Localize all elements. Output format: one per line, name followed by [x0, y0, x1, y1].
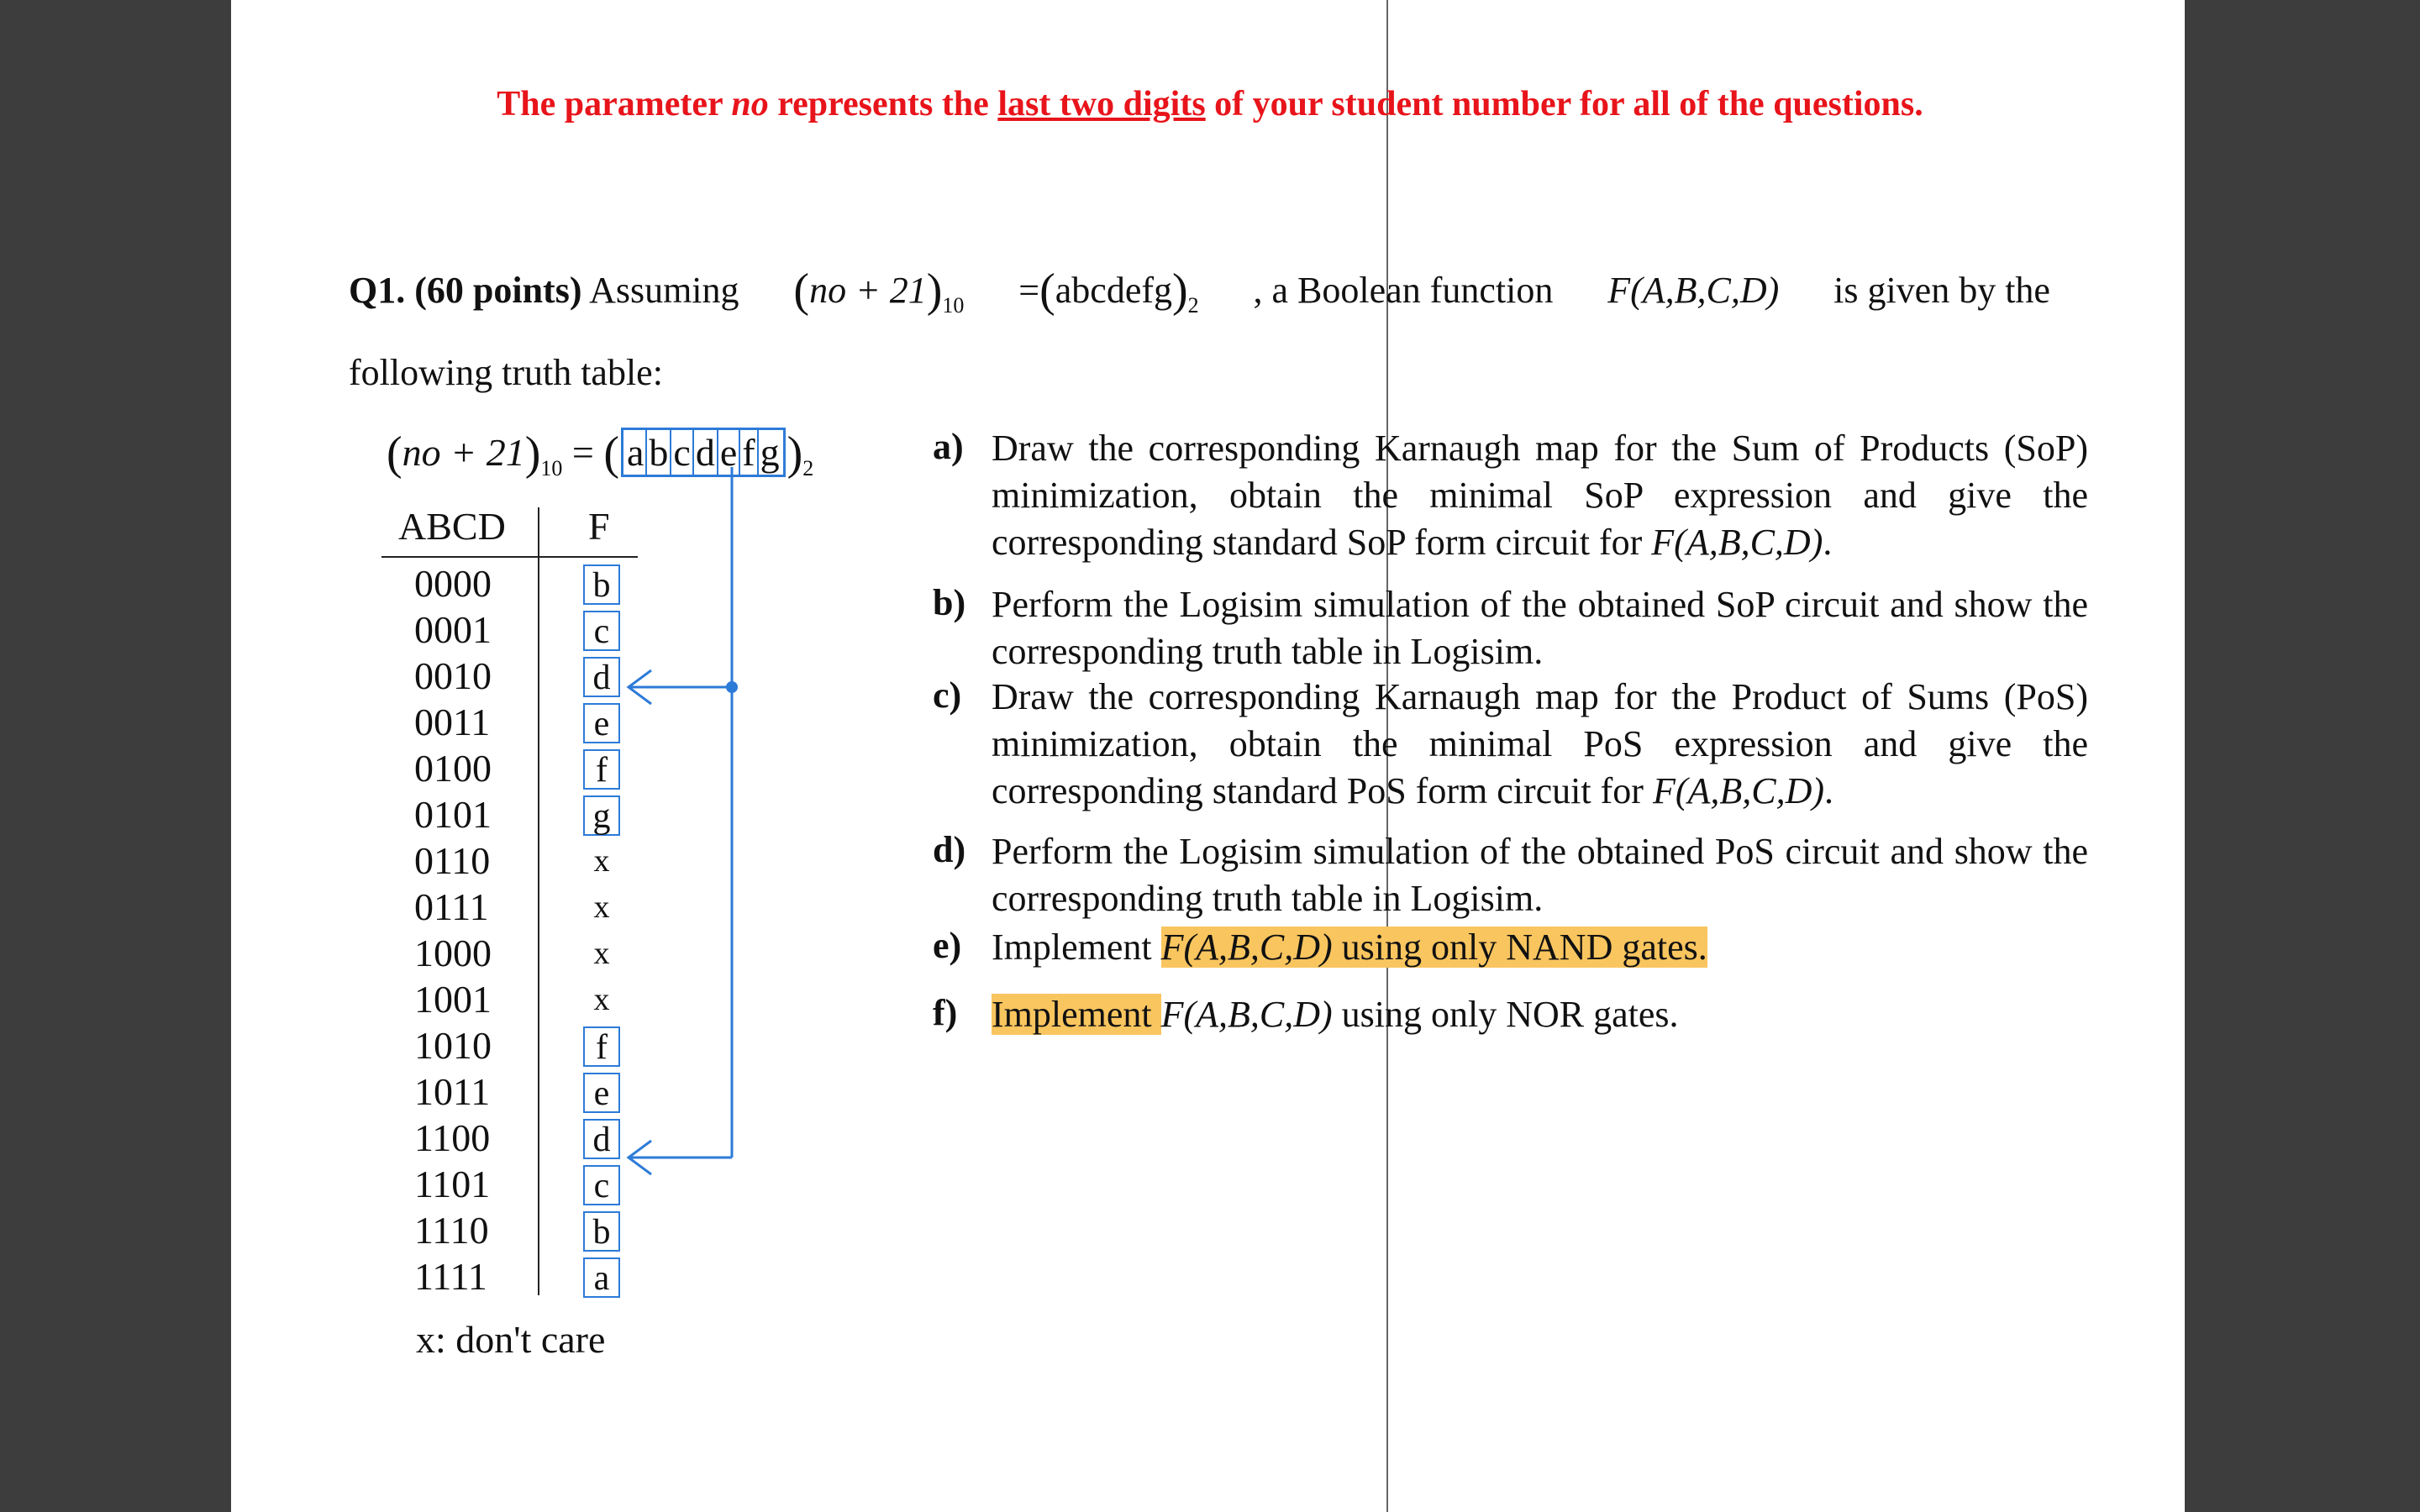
tt-row-input: 0101 [414, 793, 492, 836]
notice-underlined: last two digits [997, 85, 1206, 123]
tt-row-output: x [593, 890, 610, 925]
tt-row-input: 1110 [414, 1209, 489, 1252]
tt-eq-sign: = [571, 431, 594, 474]
question-label: Q1. (60 points) [349, 270, 582, 311]
notice-part2: represents the [768, 85, 998, 123]
arrow-junction-dot [726, 681, 738, 693]
item-c-end: . [1824, 770, 1833, 811]
tt-eq-left: no + 21 [402, 431, 525, 474]
item-d-label: d) [933, 829, 966, 870]
tt-row-output: x [593, 982, 610, 1017]
tt-row-output: x [593, 843, 610, 879]
tt-row-input: 1000 [414, 932, 492, 974]
item-e-label: e) [933, 925, 962, 966]
tt-eq-letter: d [694, 430, 718, 475]
tt-row-output: e [583, 1073, 620, 1113]
item-e-text: Implement [992, 927, 1161, 968]
question-text-c: is given by the [1833, 270, 2050, 311]
tt-row-output: c [583, 611, 620, 651]
tt-row-input: 1011 [414, 1070, 491, 1113]
tt-eq-letter: f [740, 430, 758, 475]
tt-row-output: a [583, 1257, 620, 1298]
tt-row-output: g [583, 795, 620, 836]
tt-row-output: f [583, 749, 620, 790]
item-d-text: Perform the Logisim simulation of the obtained PoS circuit and show the corresponding truth table in Logisim. [992, 831, 2088, 919]
item-e-end: using only NAND gates. [1332, 927, 1707, 968]
tt-header-inputs: ABCD [398, 505, 506, 548]
item-a-text: Draw the corresponding Karnaugh map for the Sum of Products (SoP) minimization, obtain the minimal SoP expression and give the corresponding standard SoP form circuit for [992, 428, 2088, 563]
question-line1: Q1. (60 points) Assuming $(no + 21)_{10}$ $=(abcdefg)_2$ , a Boolean function F(A,B,C,D) is given by the [349, 257, 2050, 339]
tt-eq-letter: e [718, 430, 740, 475]
tt-row-output: d [583, 1119, 620, 1159]
dont-care-note: x: don't care [416, 1318, 606, 1361]
tt-header-output: F [588, 505, 610, 548]
question-text-b: , a Boolean function [1253, 270, 1554, 311]
tt-row-input: 1100 [414, 1116, 491, 1159]
question-assuming: Assuming [589, 270, 739, 311]
notice-param: no [731, 85, 769, 123]
tt-row-input: 1101 [414, 1163, 491, 1205]
item-f-func: F(A,B,C,D) [1160, 994, 1333, 1035]
item-a-func: F(A,B,C,D) [1651, 522, 1823, 563]
item-f-end: using only NOR gates. [1332, 994, 1679, 1035]
item-c-text: Draw the corresponding Karnaugh map for the Product of Sums (PoS) minimization, obtain the minimal PoS expression and give the corresponding standard PoS form circuit for [992, 676, 2088, 811]
question-base2: 2 [1187, 293, 1199, 318]
tt-eq-letter: b [647, 430, 671, 475]
tt-row-output: f [583, 1026, 620, 1067]
tt-row-output: x [593, 936, 610, 971]
tt-eq-letter: g [760, 431, 780, 474]
item-a-end: . [1823, 522, 1833, 563]
item-f-text: Implement [992, 994, 1161, 1035]
item-c-label: c) [933, 675, 962, 716]
item-e-func: F(A,B,C,D) [1160, 927, 1333, 968]
tt-eq-base10: 10 [540, 456, 563, 480]
question-base10: 10 [942, 293, 965, 318]
tt-row-output: b [583, 1211, 620, 1252]
tt-eq-letter: a [625, 430, 647, 475]
tt-eq-base2: 2 [802, 456, 814, 480]
tt-row-input: 0111 [414, 885, 489, 928]
tt-row-input: 1001 [414, 978, 492, 1021]
item-f-label: f) [933, 992, 958, 1033]
tt-row-output: d [583, 657, 620, 697]
item-a-label: a) [933, 426, 964, 467]
item-b-text: Perform the Logisim simulation of the obtained SoP circuit and show the corresponding truth table in Logisim. [992, 584, 2088, 672]
question-expr-left: no + 21 [809, 270, 927, 311]
tt-row-input: 0100 [414, 747, 492, 790]
tt-row-input: 0000 [414, 562, 492, 605]
question-line2: following truth table: [349, 352, 663, 393]
tt-row-input: 1111 [414, 1255, 487, 1298]
tt-row-input: 1010 [414, 1024, 492, 1067]
tt-row-input: 0110 [414, 839, 491, 882]
notice-part1: The parameter [497, 85, 732, 123]
notice-part3: of your student number for all of the questions. [1205, 85, 1923, 123]
tt-row-output: b [583, 564, 620, 605]
question-eq: = [1018, 270, 1040, 311]
tt-row-input: 0010 [414, 654, 492, 697]
question-func: F(A,B,C,D) [1607, 270, 1780, 311]
item-c-func: F(A,B,C,D) [1652, 770, 1824, 811]
tt-row-output: c [583, 1165, 620, 1205]
item-b-label: b) [933, 582, 966, 623]
truth-table-equation: $(no + 21)_{10}$ = ( a b c d e f g )$_2$ [387, 428, 814, 480]
question-expr-right: abcdefg [1055, 270, 1173, 311]
tt-row-input: 0001 [414, 608, 492, 651]
tt-row-output: e [583, 703, 620, 743]
tt-eq-letter: c [671, 430, 693, 475]
tt-row-input: 0011 [414, 701, 491, 743]
